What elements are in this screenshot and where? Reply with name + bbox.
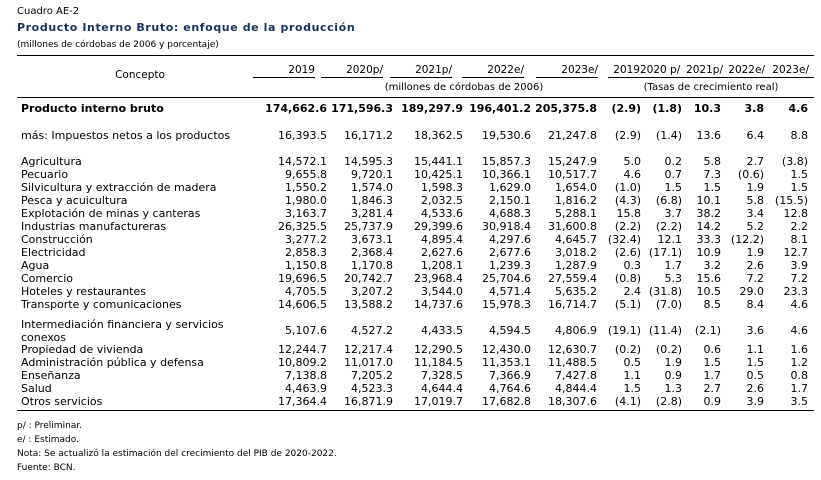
rate-cell: 2.2 — [790, 220, 808, 233]
value-cell: 1,816.2 — [555, 194, 597, 207]
rate-cell: 0.2 — [664, 155, 682, 168]
rate-cell: 2.7 — [703, 382, 721, 395]
rate-cell: 1.9 — [746, 181, 764, 194]
rate-cell: (2.9) — [611, 102, 641, 115]
rate-cell: 15.6 — [696, 272, 721, 285]
value-cell: 17,019.7 — [414, 395, 463, 408]
rate-year-header: 2020 p/ — [640, 64, 681, 76]
value-cell: 2,858.3 — [285, 246, 327, 259]
rate-cell: 3.4 — [746, 207, 764, 220]
row-label: Propiedad de vivienda — [21, 343, 144, 356]
bottom-rule — [17, 410, 814, 411]
value-cell: 21,247.8 — [548, 129, 597, 142]
row-label: Hoteles y restaurantes — [21, 285, 146, 298]
value-cell: 174,662.6 — [265, 102, 327, 115]
rate-cell: 0.9 — [664, 369, 682, 382]
row-label: Pecuario — [21, 168, 69, 181]
value-cell: 15,978.3 — [482, 298, 531, 311]
rate-cell: 8.5 — [703, 298, 721, 311]
rate-cell: 3.9 — [790, 259, 808, 272]
value-cell: 14,606.5 — [278, 298, 327, 311]
rate-cell: (11.4) — [648, 324, 682, 337]
row-label: Administración pública y defensa — [21, 356, 204, 369]
value-cell: 13,588.2 — [344, 298, 393, 311]
rate-cell: (2.9) — [614, 129, 641, 142]
value-cell: 18,307.6 — [548, 395, 597, 408]
value-cell: 31,600.8 — [548, 220, 597, 233]
value-cell: 29,399.6 — [414, 220, 463, 233]
rate-cell: 8.8 — [790, 129, 808, 142]
rate-cell: 3.8 — [744, 102, 764, 115]
rate-cell: 1.5 — [703, 181, 721, 194]
value-cell: 1,239.3 — [489, 259, 531, 272]
value-cell: 15,247.9 — [548, 155, 597, 168]
value-cell: 14,572.1 — [278, 155, 327, 168]
value-cell: 12,430.0 — [482, 343, 531, 356]
note-estimado: e/ : Estimado. — [17, 435, 79, 445]
value-cell: 27,559.4 — [548, 272, 597, 285]
value-cell: 14,737.6 — [414, 298, 463, 311]
rate-cell: 0.7 — [664, 168, 682, 181]
rate-cell: 0.8 — [790, 369, 808, 382]
value-cell: 12,217.4 — [344, 343, 393, 356]
value-cell: 7,427.8 — [555, 369, 597, 382]
value-cell: 11,353.1 — [482, 356, 531, 369]
value-cell: 1,150.8 — [285, 259, 327, 272]
value-cell: 3,163.7 — [285, 207, 327, 220]
rate-cell: 14.2 — [696, 220, 721, 233]
value-cell: 3,277.2 — [285, 233, 327, 246]
value-cell: 10,809.2 — [278, 356, 327, 369]
table-number: Cuadro AE-2 — [17, 6, 80, 17]
value-cell: 16,714.7 — [548, 298, 597, 311]
rate-cell: 1.3 — [664, 382, 682, 395]
value-cell: 4,594.5 — [489, 324, 531, 337]
value-cell: 15,857.3 — [482, 155, 531, 168]
rate-cell: 4.6 — [790, 298, 808, 311]
value-cell: 12,630.7 — [548, 343, 597, 356]
value-cell: 7,205.2 — [351, 369, 393, 382]
rate-cell: (17.1) — [648, 246, 682, 259]
row-label: más: Impuestos netos a los productos — [21, 129, 231, 142]
value-cell: 4,533.6 — [421, 207, 463, 220]
rate-cell: 1.5 — [790, 181, 808, 194]
rate-cell: 5.8 — [703, 155, 721, 168]
rate-cell: 2.4 — [623, 285, 641, 298]
value-cell: 2,032.5 — [421, 194, 463, 207]
rates-header-rule — [608, 77, 814, 78]
rate-cell: (3.8) — [781, 155, 808, 168]
rate-cell: 2.7 — [746, 155, 764, 168]
value-cell: 4,571.4 — [489, 285, 531, 298]
rate-cell: (2.2) — [655, 220, 682, 233]
value-cell: 2,368.4 — [351, 246, 393, 259]
rate-cell: 1.7 — [790, 382, 808, 395]
rate-cell: (0.6) — [737, 168, 764, 181]
row-label: Otros servicios — [21, 395, 103, 408]
value-cell: 25,737.9 — [344, 220, 393, 233]
value-cell: 17,364.4 — [278, 395, 327, 408]
rate-cell: 1.5 — [703, 356, 721, 369]
rate-cell: 0.3 — [623, 259, 641, 272]
value-cell: 4,433.5 — [421, 324, 463, 337]
rate-cell: 1.2 — [790, 356, 808, 369]
value-cell: 2,627.6 — [421, 246, 463, 259]
rate-cell: 13.6 — [696, 129, 721, 142]
rate-cell: 10.5 — [696, 285, 721, 298]
value-cell: 189,297.9 — [401, 102, 463, 115]
rate-cell: 0.9 — [703, 395, 721, 408]
rate-cell: 3.2 — [703, 259, 721, 272]
value-cell: 1,550.2 — [285, 181, 327, 194]
year-header: 2020p/ — [346, 64, 383, 76]
value-cell: 1,208.1 — [421, 259, 463, 272]
value-cell: 9,720.1 — [351, 168, 393, 181]
value-cell: 16,871.9 — [344, 395, 393, 408]
rate-cell: 0.5 — [623, 356, 641, 369]
row-label: Electricidad — [21, 246, 86, 259]
row-label: Construcción — [21, 233, 93, 246]
row-label: Silvicultura y extracción de madera — [21, 181, 217, 194]
value-cell: 2,150.1 — [489, 194, 531, 207]
rate-cell: 10.1 — [696, 194, 721, 207]
value-cell: 11,488.5 — [548, 356, 597, 369]
value-cell: 4,463.9 — [285, 382, 327, 395]
year-header: 2022e/ — [487, 64, 524, 76]
rate-cell: (5.1) — [614, 298, 641, 311]
value-cell: 1,980.0 — [285, 194, 327, 207]
rate-cell: 1.5 — [790, 168, 808, 181]
value-cell: 23,968.4 — [414, 272, 463, 285]
value-cell: 1,654.0 — [555, 181, 597, 194]
value-cell: 16,393.5 — [278, 129, 327, 142]
rate-cell: 1.7 — [664, 259, 682, 272]
value-cell: 3,207.2 — [351, 285, 393, 298]
value-cell: 5,288.1 — [555, 207, 597, 220]
rate-cell: (1.8) — [652, 102, 682, 115]
rate-cell: 5.3 — [664, 272, 682, 285]
value-cell: 9,655.8 — [285, 168, 327, 181]
rate-cell: (32.4) — [607, 233, 641, 246]
top-rule — [17, 55, 814, 56]
value-cell: 10,425.1 — [414, 168, 463, 181]
value-cell: 4,645.7 — [555, 233, 597, 246]
rate-cell: 0.5 — [746, 369, 764, 382]
table-title: Producto Interno Bruto: enfoque de la producción — [17, 21, 356, 34]
value-cell: 30,918.4 — [482, 220, 531, 233]
rate-cell: (2.8) — [655, 395, 682, 408]
rate-cell: (4.1) — [614, 395, 641, 408]
row-label: Pesca y acuicultura — [21, 194, 128, 207]
rate-cell: 4.6 — [790, 324, 808, 337]
rate-cell: 7.3 — [703, 168, 721, 181]
value-cell: 4,523.3 — [351, 382, 393, 395]
value-cell: 3,281.4 — [351, 207, 393, 220]
row-label: Salud — [21, 382, 52, 395]
rate-cell: 3.7 — [664, 207, 682, 220]
value-cell: 5,635.2 — [555, 285, 597, 298]
value-cell: 7,138.8 — [285, 369, 327, 382]
rate-year-header: 2019 — [613, 64, 640, 76]
value-cell: 11,017.0 — [344, 356, 393, 369]
rate-cell: 1.5 — [664, 181, 682, 194]
header-rule — [17, 97, 814, 98]
value-cell: 11,184.5 — [414, 356, 463, 369]
rate-cell: 8.1 — [790, 233, 808, 246]
row-label: Agua — [21, 259, 50, 272]
value-cell: 2,677.6 — [489, 246, 531, 259]
value-cell: 12,290.5 — [414, 343, 463, 356]
rate-year-header: 2023e/ — [772, 64, 809, 76]
rate-cell: 1.5 — [746, 356, 764, 369]
rate-cell: (1.4) — [655, 129, 682, 142]
rate-cell: 2.6 — [746, 259, 764, 272]
value-cell: 1,598.3 — [421, 181, 463, 194]
rate-cell: 7.2 — [790, 272, 808, 285]
value-cell: 1,629.0 — [489, 181, 531, 194]
rate-cell: (15.5) — [774, 194, 808, 207]
table-units: (millones de córdobas de 2006 y porcentaje) — [17, 40, 219, 50]
value-cell: 3,673.1 — [351, 233, 393, 246]
value-cell: 10,517.7 — [548, 168, 597, 181]
rate-cell: 1.1 — [623, 369, 641, 382]
rate-cell: 2.6 — [746, 382, 764, 395]
year-header-rule — [390, 77, 452, 78]
rate-cell: 7.2 — [746, 272, 764, 285]
value-cell: 3,018.2 — [555, 246, 597, 259]
rate-cell: 8.4 — [746, 298, 764, 311]
value-cell: 4,705.5 — [285, 285, 327, 298]
rate-year-header: 2021p/ — [686, 64, 723, 76]
rate-cell: 5.0 — [623, 155, 641, 168]
value-cell: 4,895.4 — [421, 233, 463, 246]
value-cell: 7,328.5 — [421, 369, 463, 382]
row-label-continued: conexos — [21, 331, 66, 344]
rate-cell: 29.0 — [739, 285, 764, 298]
rate-cell: (0.2) — [655, 343, 682, 356]
rates-subheader: (Tasas de crecimiento real) — [643, 82, 779, 93]
value-cell: 1,574.0 — [351, 181, 393, 194]
row-label: Industrias manufactureras — [21, 220, 167, 233]
value-cell: 3,544.0 — [421, 285, 463, 298]
rate-cell: 0.6 — [703, 343, 721, 356]
rate-cell: 10.9 — [696, 246, 721, 259]
row-label: Enseñanza — [21, 369, 81, 382]
year-header: 2021p/ — [415, 64, 452, 76]
value-cell: 12,244.7 — [278, 343, 327, 356]
rate-cell: (2.6) — [614, 246, 641, 259]
value-cell: 16,171.2 — [344, 129, 393, 142]
rate-cell: 3.9 — [746, 395, 764, 408]
value-cell: 17,682.8 — [482, 395, 531, 408]
value-cell: 15,441.1 — [414, 155, 463, 168]
value-cell: 4,644.4 — [421, 382, 463, 395]
rate-cell: 15.8 — [616, 207, 641, 220]
value-cell: 25,704.6 — [482, 272, 531, 285]
value-cell: 7,366.9 — [489, 369, 531, 382]
rate-cell: 5.2 — [746, 220, 764, 233]
value-cell: 4,844.4 — [555, 382, 597, 395]
rate-cell: 1.7 — [703, 369, 721, 382]
rate-year-header: 2022e/ — [728, 64, 765, 76]
value-cell: 1,170.8 — [351, 259, 393, 272]
value-cell: 171,596.3 — [331, 102, 393, 115]
rate-cell: 6.4 — [746, 129, 764, 142]
rate-cell: 12.1 — [657, 233, 682, 246]
year-header-rule — [462, 77, 524, 78]
value-cell: 20,742.7 — [344, 272, 393, 285]
rate-cell: 1.9 — [664, 356, 682, 369]
year-header-rule — [253, 77, 315, 78]
rate-cell: (0.8) — [614, 272, 641, 285]
rate-cell: 38.2 — [696, 207, 721, 220]
rate-cell: (4.3) — [614, 194, 641, 207]
rate-cell: 3.5 — [790, 395, 808, 408]
row-label: Agricultura — [21, 155, 82, 168]
year-header-rule — [536, 77, 598, 78]
rate-cell: 23.3 — [783, 285, 808, 298]
rate-cell: 1.9 — [746, 246, 764, 259]
rate-cell: 33.3 — [696, 233, 721, 246]
rate-cell: 12.7 — [783, 246, 808, 259]
value-cell: 19,530.6 — [482, 129, 531, 142]
rate-cell: 12.8 — [783, 207, 808, 220]
rate-cell: (6.8) — [655, 194, 682, 207]
rate-cell: 3.6 — [746, 324, 764, 337]
value-cell: 4,527.2 — [351, 324, 393, 337]
value-cell: 18,362.5 — [414, 129, 463, 142]
value-cell: 4,297.6 — [489, 233, 531, 246]
rate-cell: 1.6 — [790, 343, 808, 356]
rate-cell: 4.6 — [623, 168, 641, 181]
rate-cell: (7.0) — [655, 298, 682, 311]
rate-cell: 1.5 — [623, 382, 641, 395]
rate-cell: 10.3 — [693, 102, 721, 115]
value-cell: 4,688.3 — [489, 207, 531, 220]
rate-cell: (31.8) — [648, 285, 682, 298]
row-label: Intermediación financiera y servicios — [21, 318, 224, 331]
rate-cell: (2.2) — [614, 220, 641, 233]
value-cell: 1,846.3 — [351, 194, 393, 207]
rate-cell: 1.1 — [746, 343, 764, 356]
value-cell: 4,764.6 — [489, 382, 531, 395]
row-label: Explotación de minas y canteras — [21, 207, 201, 220]
rate-cell: (19.1) — [607, 324, 641, 337]
rate-cell: (1.0) — [614, 181, 641, 194]
year-header: 2023e/ — [561, 64, 598, 76]
rate-cell: (0.2) — [614, 343, 641, 356]
value-cell: 4,806.9 — [555, 324, 597, 337]
value-cell: 26,325.5 — [278, 220, 327, 233]
note-preliminar: p/ : Preliminar. — [17, 421, 83, 431]
value-cell: 14,595.3 — [344, 155, 393, 168]
year-header: 2019 — [288, 64, 315, 76]
row-label: Comercio — [21, 272, 74, 285]
note-actualizacion: Nota: Se actualizó la estimación del crecimiento del PIB de 2020-2022. — [17, 449, 337, 459]
note-fuente: Fuente: BCN. — [17, 463, 76, 473]
value-cell: 196,401.2 — [469, 102, 531, 115]
row-label: Producto interno bruto — [21, 102, 164, 115]
rate-cell: (12.2) — [730, 233, 764, 246]
value-cell: 1,287.9 — [555, 259, 597, 272]
rate-cell: 4.6 — [788, 102, 808, 115]
value-cell: 10,366.1 — [482, 168, 531, 181]
value-cell: 205,375.8 — [535, 102, 597, 115]
value-cell: 19,696.5 — [278, 272, 327, 285]
row-label: Transporte y comunicaciones — [21, 298, 182, 311]
value-cell: 5,107.6 — [285, 324, 327, 337]
concepto-header: Concepto — [115, 69, 165, 81]
year-header-rule — [321, 77, 383, 78]
rate-cell: (2.1) — [694, 324, 721, 337]
rate-cell: 5.8 — [746, 194, 764, 207]
units-subheader: (millones de córdobas de 2006) — [384, 82, 544, 93]
